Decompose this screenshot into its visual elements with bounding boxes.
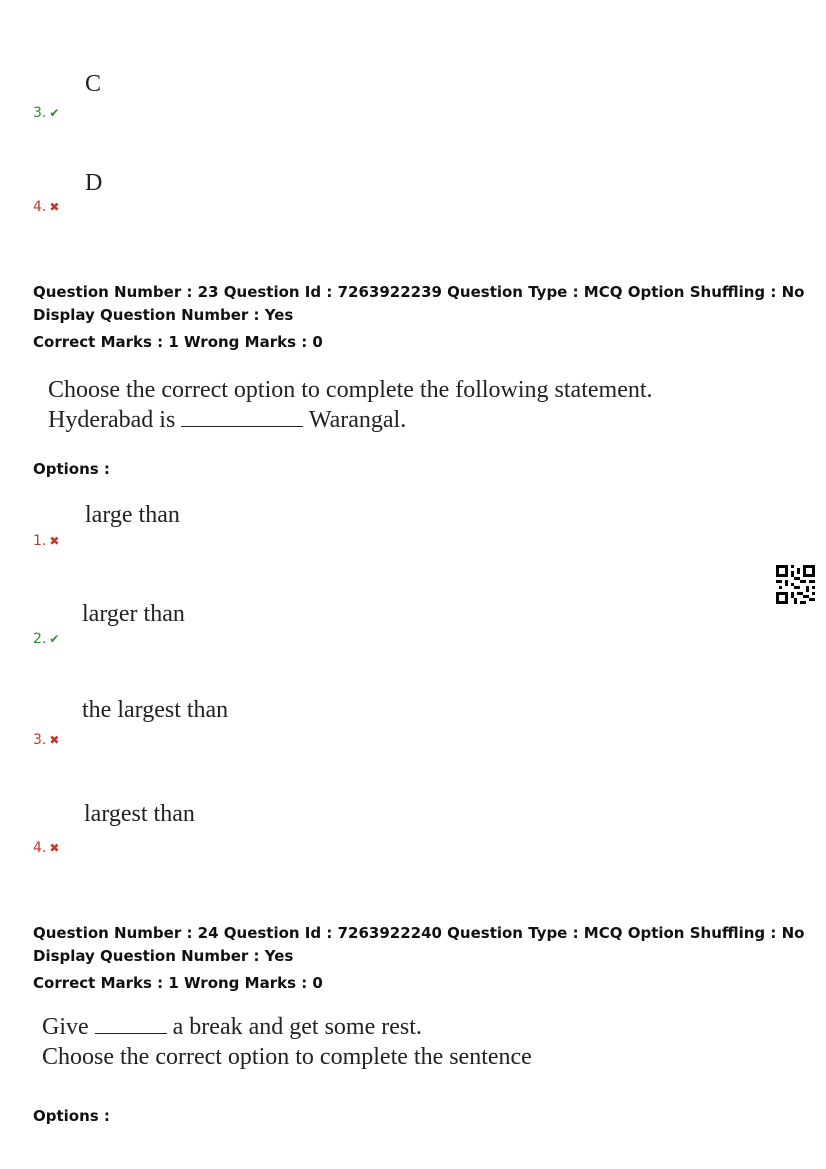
option-number-label: 3. — [33, 105, 47, 121]
question-stem-line — [42, 1012, 422, 1042]
option-number — [33, 199, 59, 215]
option-text: C — [85, 71, 102, 97]
option-number — [33, 840, 59, 856]
question-display-setting: Display Question Number : Yes — [33, 947, 294, 965]
option-number — [33, 732, 59, 748]
answer-blank — [181, 408, 303, 427]
cross-icon: ✖ — [49, 200, 60, 214]
question-meta: Question Number : 24 Question Id : 7263922240 Question Type : MCQ Option Shuffling : No — [33, 924, 805, 942]
option-text: larger than — [82, 601, 185, 627]
answer-blank — [95, 1015, 167, 1034]
cross-icon: ✖ — [49, 733, 60, 747]
question-marks: Correct Marks : 1 Wrong Marks : 0 — [33, 333, 323, 351]
option-number-label: 3. — [33, 732, 47, 748]
option-number-label: 4. — [33, 840, 47, 856]
option-number — [33, 105, 59, 121]
question-display-setting: Display Question Number : Yes — [33, 306, 294, 324]
option-number-label: 4. — [33, 199, 47, 215]
question-meta: Question Number : 23 Question Id : 7263922239 Question Type : MCQ Option Shuffling : No — [33, 283, 805, 301]
cross-icon: ✖ — [49, 841, 60, 855]
question-marks: Correct Marks : 1 Wrong Marks : 0 — [33, 974, 323, 992]
option-text: D — [85, 170, 103, 196]
option-number-label: 2. — [33, 631, 47, 647]
qr-code-icon — [776, 565, 815, 604]
check-icon: ✔ — [49, 632, 60, 646]
stem-text: a break and get some rest. — [172, 1014, 422, 1040]
question-stem-line: Choose the correct option to complete the sentence — [42, 1044, 532, 1070]
stem-text: Hyderabad is — [48, 407, 176, 433]
question-stem-line: Choose the correct option to complete the following statement. — [48, 377, 653, 403]
options-label: Options : — [33, 1107, 110, 1125]
cross-icon: ✖ — [49, 534, 60, 548]
option-number — [33, 631, 59, 647]
option-number — [33, 533, 59, 549]
stem-text: Warangal. — [308, 407, 407, 433]
option-text: large than — [85, 502, 180, 528]
options-label: Options : — [33, 460, 110, 478]
question-stem-line — [48, 405, 406, 435]
stem-text: Give — [42, 1014, 89, 1040]
option-number-label: 1. — [33, 533, 47, 549]
option-text: largest than — [84, 801, 195, 827]
check-icon: ✔ — [49, 106, 60, 120]
option-text: the largest than — [82, 697, 229, 723]
